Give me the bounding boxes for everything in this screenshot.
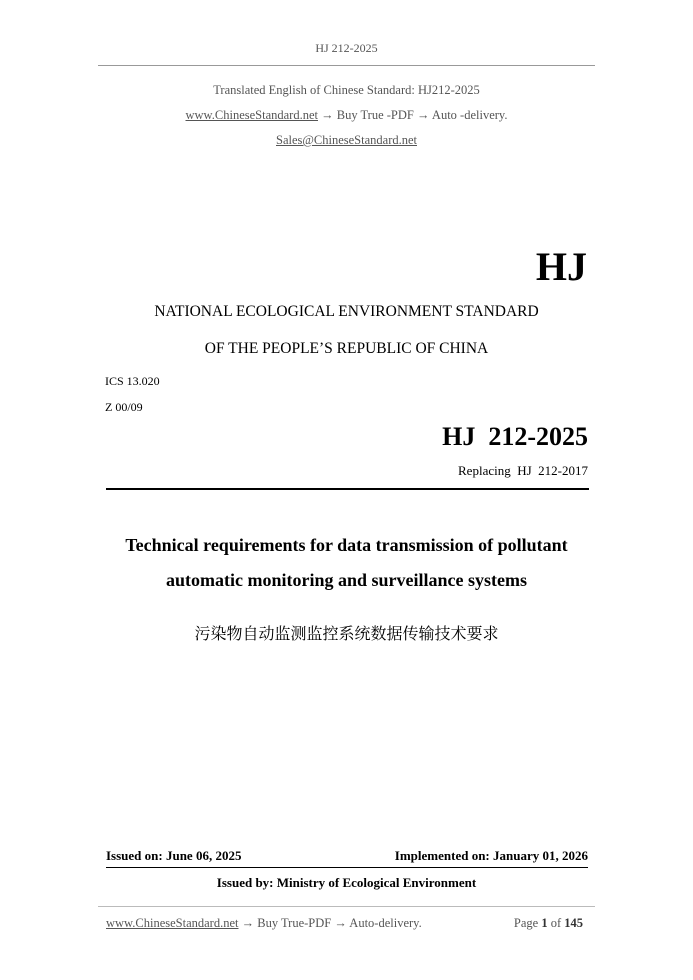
- standard-number: HJ 212-2025: [442, 422, 588, 451]
- page-of: of: [550, 916, 562, 930]
- footer-promo: [106, 916, 422, 931]
- translation-note: Translated English of Chinese Standard: HJ212-2025: [213, 83, 480, 97]
- standard-type-line2: OF THE PEOPLE’S REPUBLIC OF CHINA: [204, 340, 489, 357]
- page-current: 1: [541, 916, 548, 930]
- chinesestandard-link[interactable]: www.ChineseStandard.net: [185, 108, 318, 122]
- issue-divider: [106, 867, 588, 868]
- sales-email-link[interactable]: Sales@ChineseStandard.net: [276, 133, 417, 147]
- sales-line: [0, 133, 693, 148]
- running-header: HJ 212-2025: [315, 41, 378, 55]
- replacing-note: Replacing HJ 212-2017: [458, 463, 588, 478]
- title-en-line1: Technical requirements for data transmission of pollutant: [125, 535, 568, 555]
- footer-link[interactable]: www.ChineseStandard.net: [106, 916, 239, 930]
- header-divider: [98, 65, 595, 66]
- title-cn: 污染物自动监测监控系统数据传输技术要求: [194, 624, 499, 643]
- ics-code: ICS 13.020: [105, 374, 160, 388]
- issued-on: Issued on: June 06, 2025: [106, 848, 242, 863]
- title-en-line2: automatic monitoring and surveillance systems: [166, 570, 527, 590]
- classification-code: Z 00/09: [105, 400, 143, 414]
- footer-divider: [98, 906, 595, 907]
- promo-text: → Buy True -PDF → Auto -delivery.: [318, 108, 508, 122]
- footer-promo-text: → Buy True-PDF → Auto-delivery.: [238, 916, 422, 930]
- issued-by: Issued by: Ministry of Ecological Environment: [216, 875, 477, 890]
- page-indicator: [514, 916, 583, 931]
- standard-type-line1: NATIONAL ECOLOGICAL ENVIRONMENT STANDARD: [154, 303, 539, 320]
- page-prefix: Page: [513, 916, 539, 930]
- implemented-on: Implemented on: January 01, 2026: [394, 848, 588, 863]
- title-divider: [106, 488, 589, 490]
- page-total: 145: [564, 916, 583, 930]
- hj-logo-code: HJ: [535, 244, 587, 289]
- promo-line: [0, 108, 693, 123]
